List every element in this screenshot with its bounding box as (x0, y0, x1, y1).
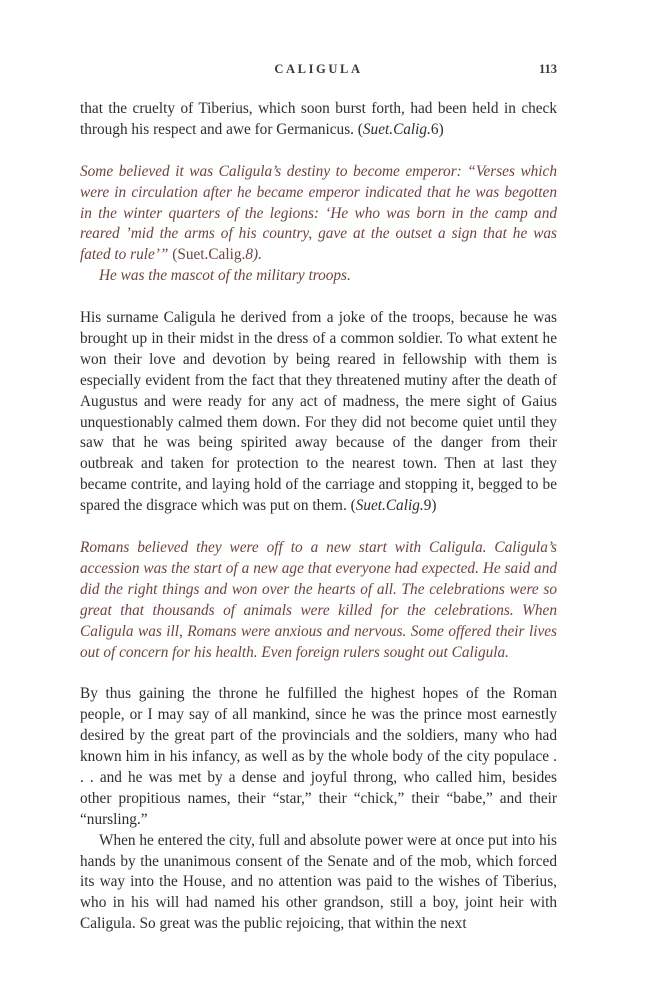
citation-ref: Suet.Calig. (177, 246, 246, 264)
page-number: 113 (538, 62, 557, 76)
citation-number: 9 (423, 497, 432, 515)
page-body (80, 99, 557, 935)
quote-paragraph: By thus gaining the throne he fulfilled the highest hopes of the Roman people, or I may say of all mankind, since he was the prince most earnestly desired by the great part of the provincials and the soldiers, many who had known him in his infancy, as well as by the whole body of the city populace . . . and he was met by a dense and joyful throng, who called him, besides other propitious names, their “star,” their “chick,” their “babe,” and their “nursling.” (80, 685, 557, 828)
citation-ref: Suet.Calig. (362, 120, 431, 138)
quote-paragraph: that the cruelty of Tiberius, which soon burst forth, had been held in check through his respect and awe for Germanicus. (Suet.Calig.6) (80, 100, 557, 138)
commentary-paragraph: Some believed it was Caligula’s destiny to become emperor: “Verses which were in circulation after he became emperor indicated that he was begotten in the winter quarters of the legions: ‘He who was born in the camp and reared ’mid the arms of his country, gave at the outset a sign that he was fated to rule’” (Suet.Calig.8). (80, 162, 557, 264)
quote-paragraph: When he entered the city, full and absolute power were at once put into his hands by the unanimous consent of the Senate and of the mob, which forced its way into the House, and no attention was paid to the wishes of Tiberius, who in his will had named his other grandson, still a boy, joint heir with Caligula. So great was the public rejoicing, that within the next (80, 831, 557, 933)
quote-paragraph: His surname Caligula he derived from a joke of the troops, because he was brought up in their midst in the dress of a common soldier. To what extent he won their love and devotion by being reared in fellowship with them is especially evident from the fact that they threatened mutiny after the death of Augustus and were ready for any act of madness, the mere sight of Gaius unquestionably calmed them down. For they did not become quiet until they saw that he was being spirited away because of the danger from their outbreak and taken for protection to the nearest town. Then at last they became contrite, and laying hold of the carriage and stopping it, begged to be spared the disgrace which was put on them. (Suet.Calig.9) (80, 309, 557, 515)
citation-ref: Suet.Calig. (355, 497, 424, 515)
citation-number: 8). (245, 246, 262, 264)
citation-number: 6 (430, 120, 439, 138)
commentary-paragraph: Romans believed they were off to a new start with Caligula. Caligula’s accession was the start of a new age that everyone had expected. He said and did the right things and won over the hearts of all. The celebrations were so great that thousands of animals were killed for the celebrations. When Caligula was ill, Romans were anxious and nervous. Some offered their lives out of concern for his health. Even foreign rulers sought out Caligula. (80, 538, 557, 661)
commentary-paragraph: He was the mascot of the military troops. (99, 267, 351, 285)
running-head (80, 62, 557, 82)
running-title: CALIGULA (274, 62, 363, 76)
